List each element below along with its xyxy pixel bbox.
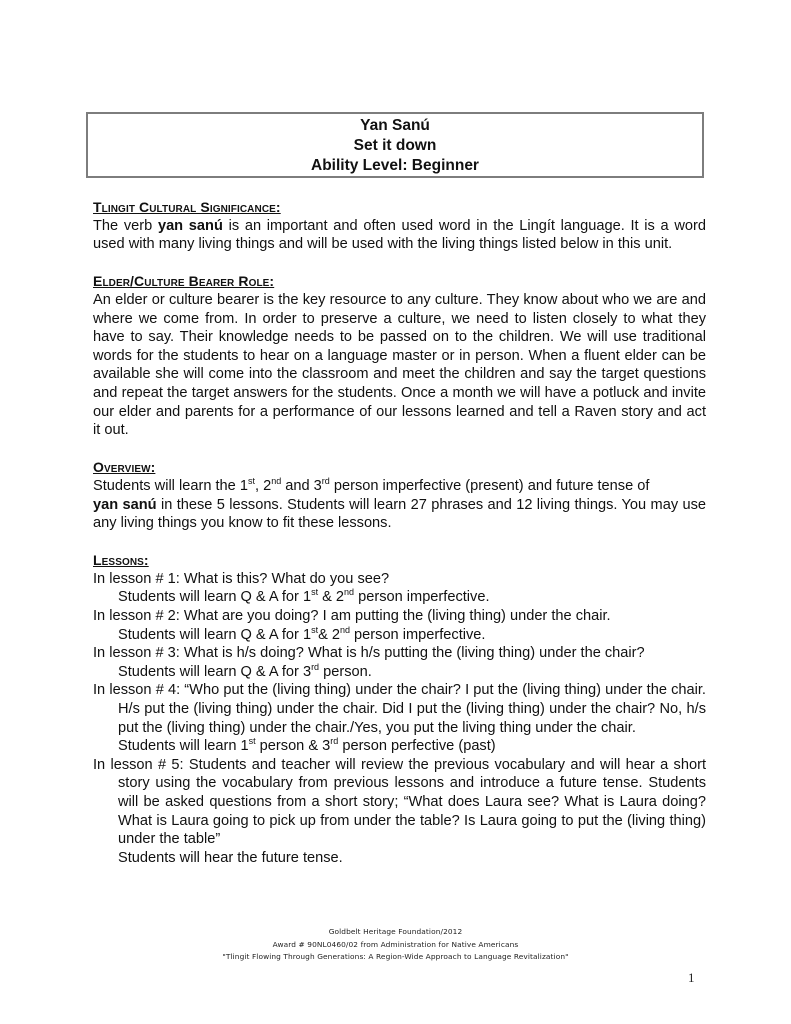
lesson-1-note [93,588,706,607]
ordinal-suffix: st [248,736,256,747]
text-run: , 2 [254,477,272,494]
elder-role-section [93,272,706,439]
ordinal-suffix: rd [321,475,330,486]
title-verb: Yan Sanú [360,117,430,134]
title-translation: Set it down [353,137,437,154]
text-run: person imperfective. [354,589,490,606]
ordinal-suffix: st [311,587,319,598]
text-run: person imperfective (present) and future tense of [329,477,650,494]
overview-section [93,458,706,532]
ordinal-suffix: rd [330,736,339,747]
lesson-4: In lesson # 4: “Who put the (living thing) under the chair? I put the (living thing) under the chair. H/s put the (living thing) under the chair. Did I put the (living thing) under the chair? No, h/s put the (living thing) under the chair./Yes, you put the living thing under the chair. [93,682,706,736]
lesson-2: In lesson # 2: What are you doing? I am putting the (living thing) under the chair. [93,608,611,625]
text-run: in these 5 lessons. Students will learn 27 phrases and 12 living things. You may use any living things you know to fit these lessons. [93,496,707,532]
cultural-paragraph [93,217,706,254]
lesson-1: In lesson # 1: What is this? What do you see? [93,570,390,587]
ordinal-suffix: st [247,475,255,486]
ordinal-suffix: rd [311,661,320,672]
text-run: Students will learn 1 [118,738,249,755]
section-heading: Overview: [93,459,156,476]
text-run: & 2 [318,626,340,643]
section-heading: Lessons: [93,552,149,569]
text-run: is an important and often used word in the Lingít language. It is a word used with many living things and will be used with the living things listed below in this unit. [93,217,706,253]
footer-project-title: "Tlingit Flowing Through Generations: A Region-Wide Approach to Language Revitalization" [222,952,569,961]
title-ability-level: Ability Level: Beginner [311,157,479,174]
overview-paragraph [93,477,706,533]
text-run: person & 3 [255,738,331,755]
ordinal-suffix: nd [344,587,355,598]
lesson-3: In lesson # 3: What is h/s doing? What is h/s putting the (living thing) under the chair? [93,645,645,662]
section-heading: Tlingit Cultural Significance: [93,199,281,215]
footer-award: Award # 90NL0460/02 from Administration for Native Americans [272,939,519,949]
cultural-significance-section [93,198,706,254]
ordinal-suffix: st [311,624,319,635]
verb-emphasis: yan sanú [157,217,223,234]
lesson-3-note [93,663,706,682]
text-run: Students will learn Q & A for 1 [118,626,312,643]
lesson-4-note [93,737,706,756]
verb-emphasis: yan sanú [93,496,157,513]
lesson-5: In lesson # 5: Students and teacher will review the previous vocabulary and will hear a short story using the vocabulary from previous lessons and introduce a future tense. Students will be asked questions from a short story; “What does Laura see? What is Laura doing? What is Laura going to pick up from under the table? Is Laura going to put the (living thing) under the table” [93,756,706,848]
document-body [93,198,706,867]
text-run: person. [319,663,372,680]
footer-foundation: Goldbelt Heritage Foundation/2012 [328,927,463,936]
text-run: Students will learn Q & A for 1 [118,589,312,606]
page-number: 1 [688,970,695,985]
section-heading: Elder/Culture Bearer Role: [93,273,275,290]
lessons-section [93,551,706,867]
lesson-2-note [93,626,706,645]
text-run: & 2 [318,589,345,606]
text-run: The verb [93,217,158,234]
elder-paragraph: An elder or culture bearer is the key resource to any culture. They know about who we are and where we come from. In order to preserve a culture, we need to listen closely to what they have to say. Their knowledge needs to be passed on to the children. We will use traditional words for the students to hear on a language master or in person. When a fluent elder can be available she will come into the classroom and meet the children and say the target questions and repeat the target answers for the students. Once a month we will have a potluck and invite our elder and parents for a performance of our lessons learned and tell a Raven story and act it out. [93,291,706,439]
ordinal-suffix: nd [339,624,350,635]
page-footer [0,926,791,964]
text-run: and 3 [281,477,322,494]
text-run: Students will learn Q & A for 3 [118,663,312,680]
lesson-5-note: Students will hear the future tense. [118,849,343,866]
text-run: person perfective (past) [338,738,496,755]
text-run: person imperfective. [350,626,486,643]
ordinal-suffix: nd [271,475,282,486]
title-box [86,112,704,178]
text-run: Students will learn the 1 [93,477,248,494]
